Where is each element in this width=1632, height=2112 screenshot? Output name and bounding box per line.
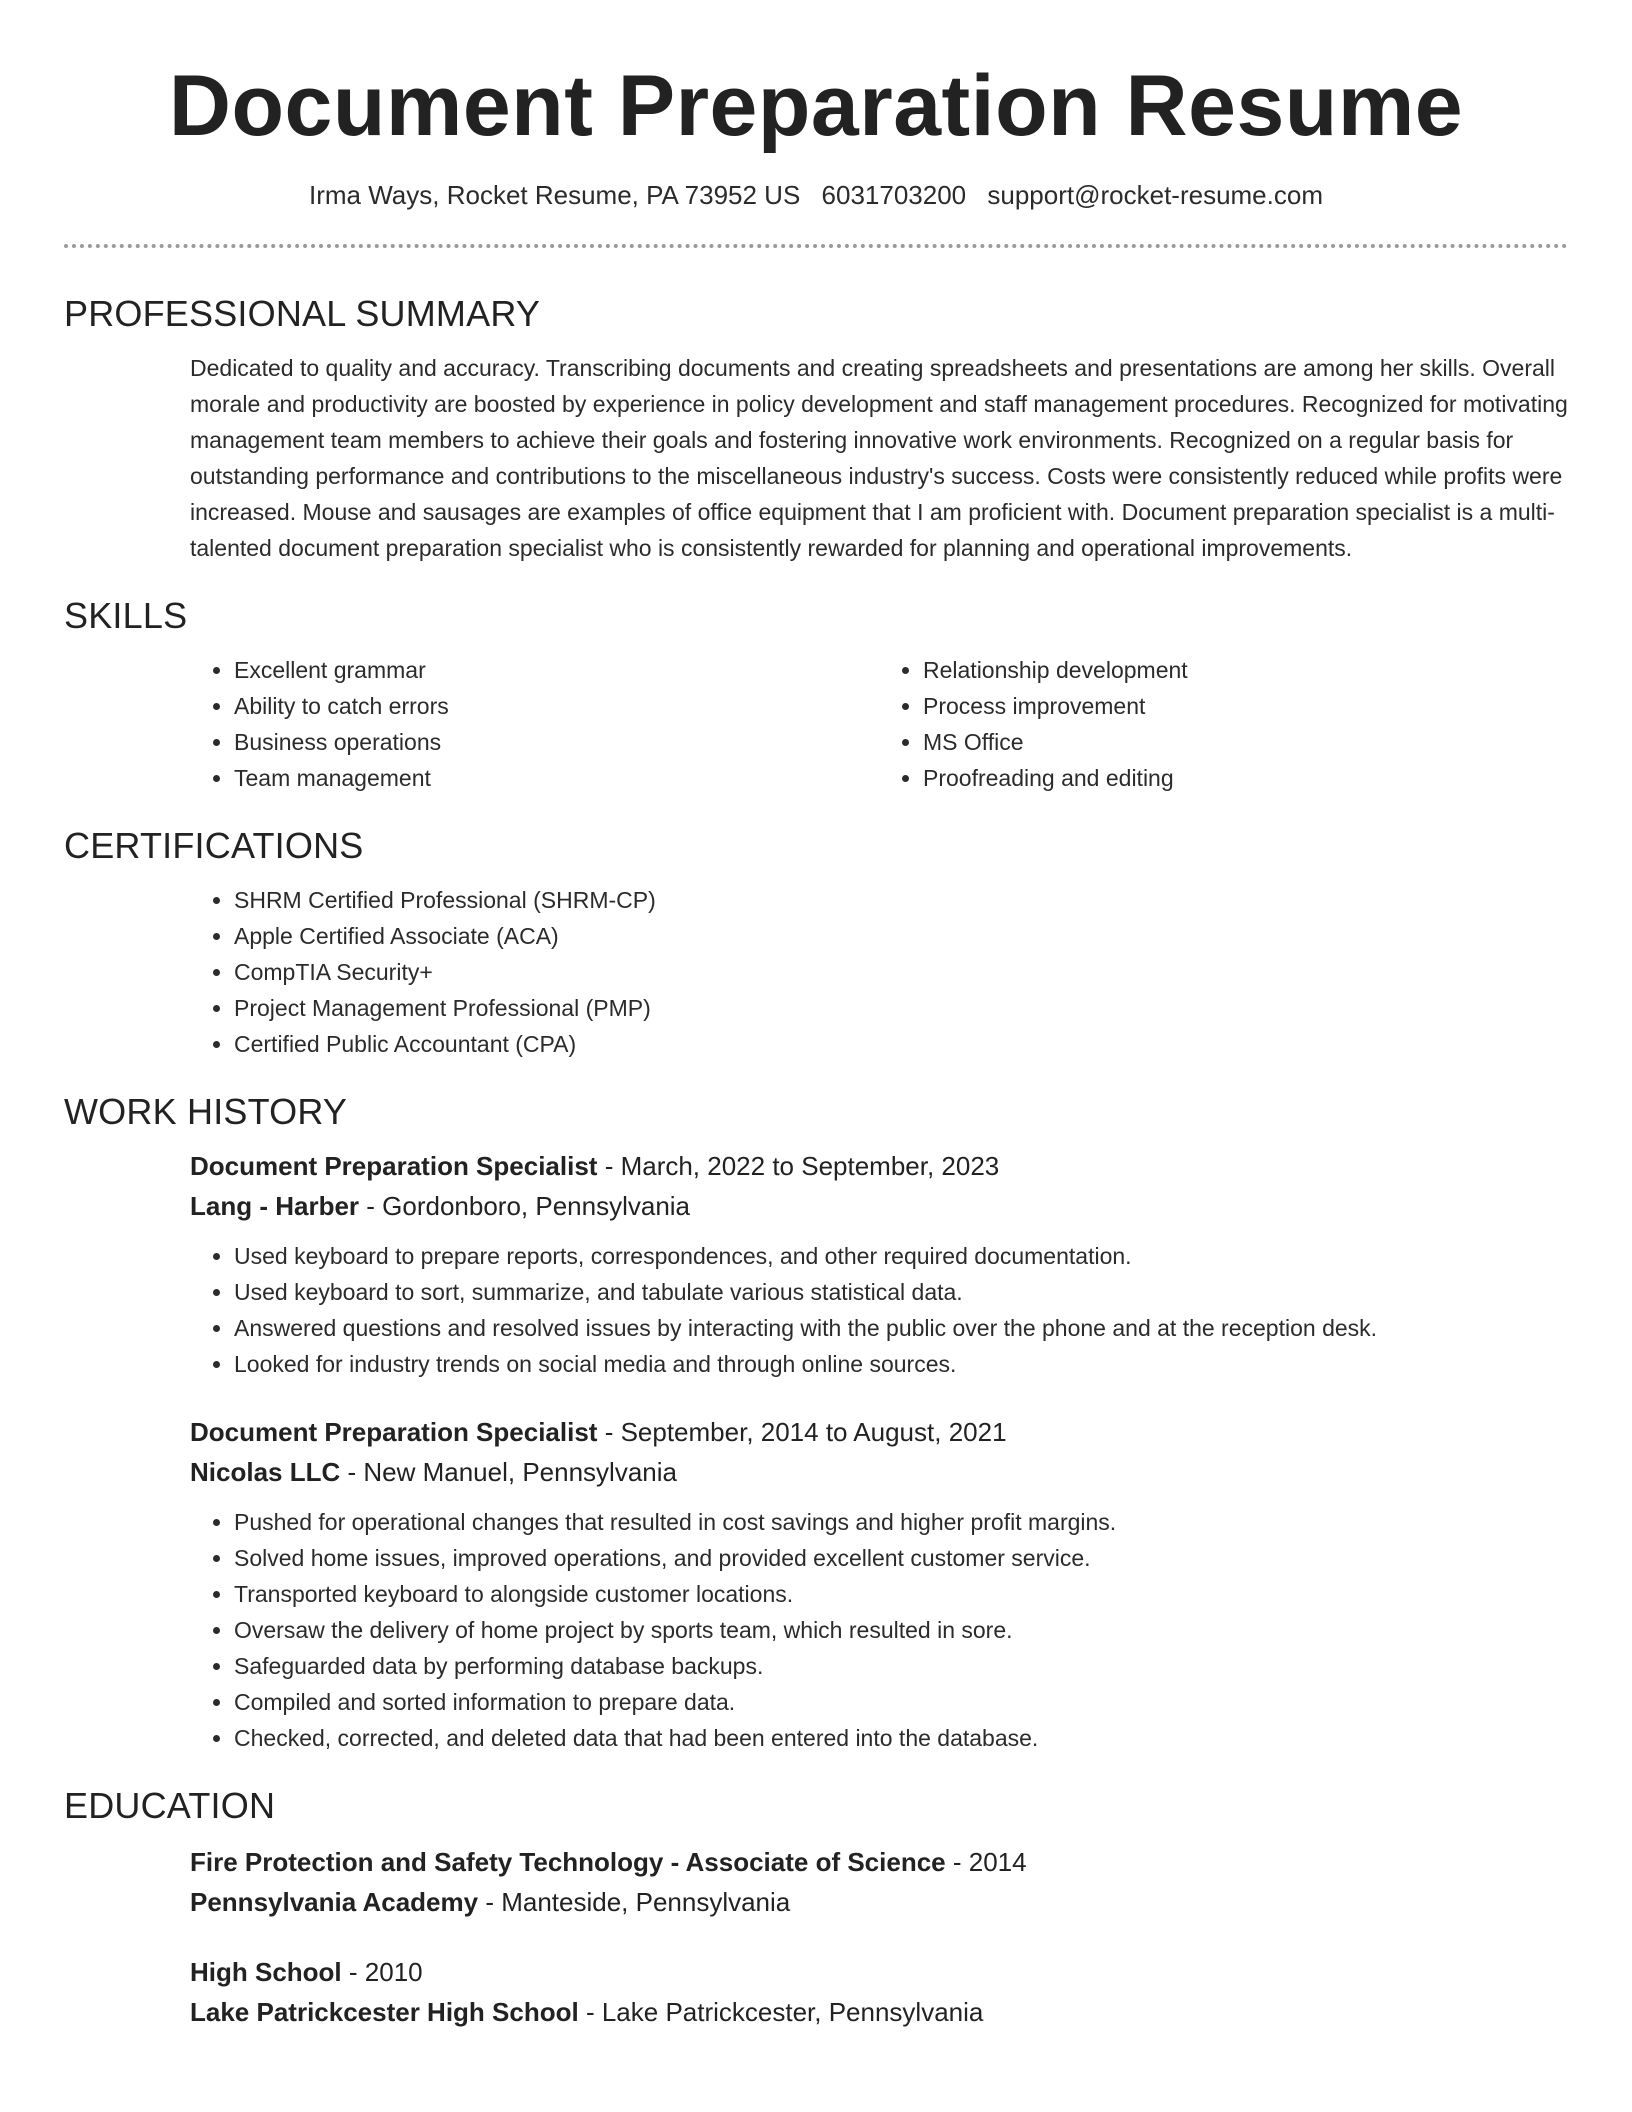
certifications-section bbox=[190, 882, 1568, 1062]
job-company-line bbox=[190, 1186, 1568, 1226]
education-school-line bbox=[190, 1882, 1568, 1922]
education-location: - Lake Patrickcester, Pennsylvania bbox=[585, 1997, 984, 2027]
certification-item: • Project Management Professional (PMP) bbox=[234, 990, 1568, 1026]
job-duty: • Solved home issues, improved operations, and provided excellent customer service. bbox=[234, 1540, 1568, 1576]
education-section bbox=[190, 1842, 1568, 2032]
education-year: - 2010 bbox=[348, 1957, 423, 1987]
job-entry bbox=[190, 1412, 1568, 1756]
job-duty: • Oversaw the delivery of home project by sports team, which resulted in sore. bbox=[234, 1612, 1568, 1648]
job-duties bbox=[190, 1504, 1568, 1756]
education-location: - Manteside, Pennsylvania bbox=[485, 1887, 791, 1917]
skill-item: • Team management bbox=[234, 760, 879, 796]
header-divider bbox=[64, 244, 1568, 248]
education-entry bbox=[190, 1952, 1568, 2032]
certifications-heading: CERTIFICATIONS bbox=[64, 825, 364, 866]
job-company: Lang - Harber bbox=[190, 1191, 360, 1221]
job-duty: • Looked for industry trends on social media and through online sources. bbox=[234, 1346, 1568, 1382]
job-title-line bbox=[190, 1146, 1568, 1186]
skill-item: • Relationship development bbox=[923, 652, 1568, 688]
certification-item: • Apple Certified Associate (ACA) bbox=[234, 918, 1568, 954]
certification-item: • CompTIA Security+ bbox=[234, 954, 1568, 990]
page-title: Document Preparation Resume bbox=[168, 58, 1464, 154]
skill-item: • Excellent grammar bbox=[234, 652, 879, 688]
job-duty: • Used keyboard to sort, summarize, and tabulate various statistical data. bbox=[234, 1274, 1568, 1310]
education-degree-line bbox=[190, 1952, 1568, 1992]
skill-item: • MS Office bbox=[923, 724, 1568, 760]
job-duties bbox=[190, 1238, 1568, 1382]
summary-text: Dedicated to quality and accuracy. Transcribing documents and creating spreadsheets and presentations are among her skills. Overall morale and productivity are boosted by experience in policy development and staff management procedures. Recognized for motivating management team members to achieve their goals and fostering innovative work environments. Recognized on a regular basis for outstanding performance and contributions to the miscellaneous industry's success. Costs were consistently reduced while profits were increased. Mouse and sausages are examples of office equipment that I am proficient with. Document preparation specialist is a multi-talented document preparation specialist who is consistently rewarded for planning and operational improvements. bbox=[190, 355, 1568, 561]
job-dates: - September, 2014 to August, 2021 bbox=[604, 1417, 1007, 1447]
contact-address: Irma Ways, Rocket Resume, PA 73952 US bbox=[309, 180, 801, 210]
contact-email: support@rocket-resume.com bbox=[987, 180, 1323, 210]
skills-list bbox=[190, 652, 1568, 796]
job-entry bbox=[190, 1146, 1568, 1382]
job-duty: • Used keyboard to prepare reports, correspondences, and other required documentation. bbox=[234, 1238, 1568, 1274]
certifications-list bbox=[190, 882, 1568, 1062]
job-duty: • Safeguarded data by performing database backups. bbox=[234, 1648, 1568, 1684]
education-entry bbox=[190, 1842, 1568, 1922]
education-degree-line bbox=[190, 1842, 1568, 1882]
work-history-heading: WORK HISTORY bbox=[64, 1091, 348, 1132]
skill-item: • Proofreading and editing bbox=[923, 760, 1568, 796]
job-duty: • Transported keyboard to alongside customer locations. bbox=[234, 1576, 1568, 1612]
job-title-line bbox=[190, 1412, 1568, 1452]
job-duty: • Answered questions and resolved issues by interacting with the public over the phone and at the reception desk. bbox=[234, 1310, 1568, 1346]
education-degree: Fire Protection and Safety Technology - Associate of Science bbox=[190, 1847, 946, 1877]
contact-line bbox=[64, 178, 1568, 212]
skill-item: • Business operations bbox=[234, 724, 879, 760]
job-location: - Gordonboro, Pennsylvania bbox=[366, 1191, 691, 1221]
certification-item: • Certified Public Accountant (CPA) bbox=[234, 1026, 1568, 1062]
summary-section bbox=[190, 350, 1568, 566]
job-duty: • Compiled and sorted information to prepare data. bbox=[234, 1684, 1568, 1720]
job-title: Document Preparation Specialist bbox=[190, 1151, 598, 1181]
education-school-line bbox=[190, 1992, 1568, 2032]
summary-heading: PROFESSIONAL SUMMARY bbox=[64, 293, 541, 334]
skills-heading: SKILLS bbox=[64, 595, 188, 636]
job-duty: • Checked, corrected, and deleted data that had been entered into the database. bbox=[234, 1720, 1568, 1756]
work-history-section bbox=[190, 1146, 1568, 1756]
education-school: Lake Patrickcester High School bbox=[190, 1997, 579, 2027]
education-heading: EDUCATION bbox=[64, 1785, 276, 1826]
job-dates: - March, 2022 to September, 2023 bbox=[604, 1151, 1000, 1181]
education-degree: High School bbox=[190, 1957, 342, 1987]
certification-item: • SHRM Certified Professional (SHRM-CP) bbox=[234, 882, 1568, 918]
job-company-line bbox=[190, 1452, 1568, 1492]
job-company: Nicolas LLC bbox=[190, 1457, 341, 1487]
job-title: Document Preparation Specialist bbox=[190, 1417, 598, 1447]
skills-right-column bbox=[879, 652, 1568, 796]
skills-left-column bbox=[190, 652, 879, 796]
job-location: - New Manuel, Pennsylvania bbox=[347, 1457, 677, 1487]
skill-item: • Process improvement bbox=[923, 688, 1568, 724]
contact-phone: 6031703200 bbox=[821, 180, 967, 210]
education-year: - 2014 bbox=[952, 1847, 1027, 1877]
skill-item: • Ability to catch errors bbox=[234, 688, 879, 724]
education-school: Pennsylvania Academy bbox=[190, 1887, 479, 1917]
job-duty: • Pushed for operational changes that resulted in cost savings and higher profit margins. bbox=[234, 1504, 1568, 1540]
